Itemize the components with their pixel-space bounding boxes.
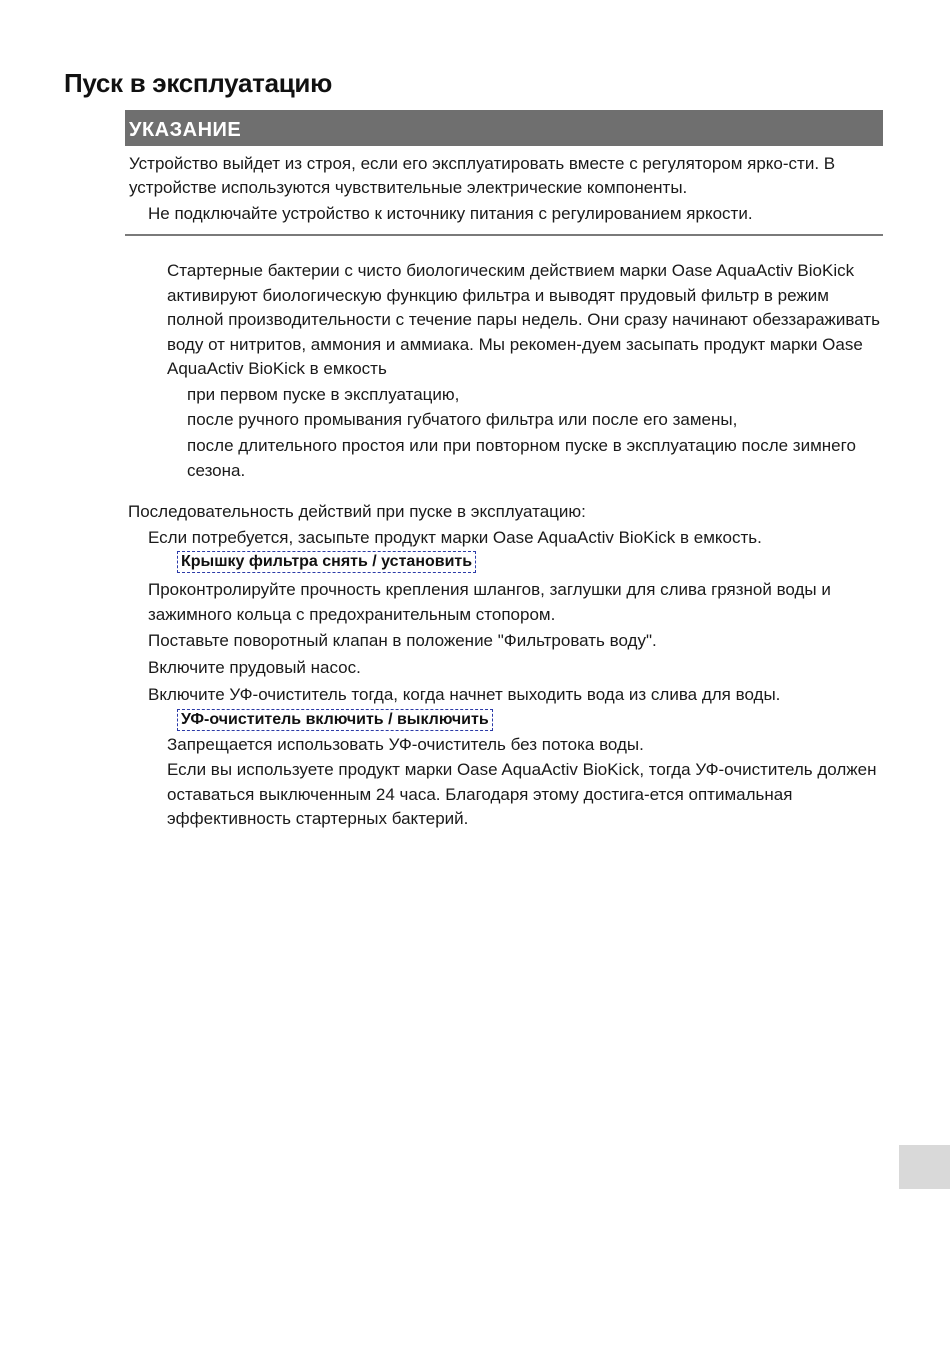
steps-heading: Последовательность действий при пуске в эксплуатацию:: [128, 502, 586, 521]
list-item: после длительного простоя или при повторном пуске в эксплуатацию после зимнего сезона.: [187, 436, 856, 480]
step-2: Проконтролируйте прочность крепления шлангов, заглушки для слива грязной воды и зажимного кольца с предохранительным стопором.: [148, 580, 831, 624]
step-3: Поставьте поворотный клапан в положение "Фильтровать воду".: [148, 631, 657, 650]
step-5-note-1: Запрещается использовать УФ-очиститель без потока воды.: [167, 735, 644, 754]
page-title: Пуск в эксплуатацию: [64, 68, 333, 98]
step-1: Если потребуется, засыпьте продукт марки Oase AquaActiv BioKick в емкость.: [148, 528, 762, 547]
notice-box: [125, 110, 883, 236]
filter-cover-link[interactable]: Крышку фильтра снять / установить: [177, 551, 476, 573]
notice-text: Устройство выйдет из строя, если его эксплуатировать вместе с регулятором ярко-сти. В устройстве используются чувствительные электрические компоненты.: [129, 154, 836, 197]
list-item: после ручного промывания губчатого фильтра или после его замены,: [187, 410, 738, 429]
step-4: Включите прудовый насос.: [148, 658, 361, 677]
notice-header: УКАЗАНИЕ: [125, 110, 883, 146]
step-5-note-2: Если вы используете продукт марки Oase AquaActiv BioKick, тогда УФ-очиститель должен оставаться выключенным 24 часа. Благодаря этому достига-ется оптимальная эффективность стартерных бактерий.: [167, 760, 877, 828]
list-item: при первом пуске в эксплуатацию,: [187, 385, 460, 404]
uv-clarifier-link[interactable]: УФ-очиститель включить / выключить: [177, 709, 493, 731]
bacteria-paragraph: Стартерные бактерии с чисто биологическим действием марки Oase AquaActiv BioKick активируют биологическую функцию фильтра и выводят прудовый фильтр в режим полной производительности с течение пары недель. Они сразу начинают обеззараживать воду от нитритов, аммония и аммиака. Мы рекомен-дуем засыпать продукт марки Oase AquaActiv BioKick в емкость: [167, 261, 880, 378]
side-tab-marker: [899, 1145, 950, 1189]
step-5: Включите УФ-очиститель тогда, когда начнет выходить вода из слива для воды.: [148, 685, 781, 704]
notice-action: Не подключайте устройство к источнику питания с регулированием яркости.: [148, 204, 753, 223]
